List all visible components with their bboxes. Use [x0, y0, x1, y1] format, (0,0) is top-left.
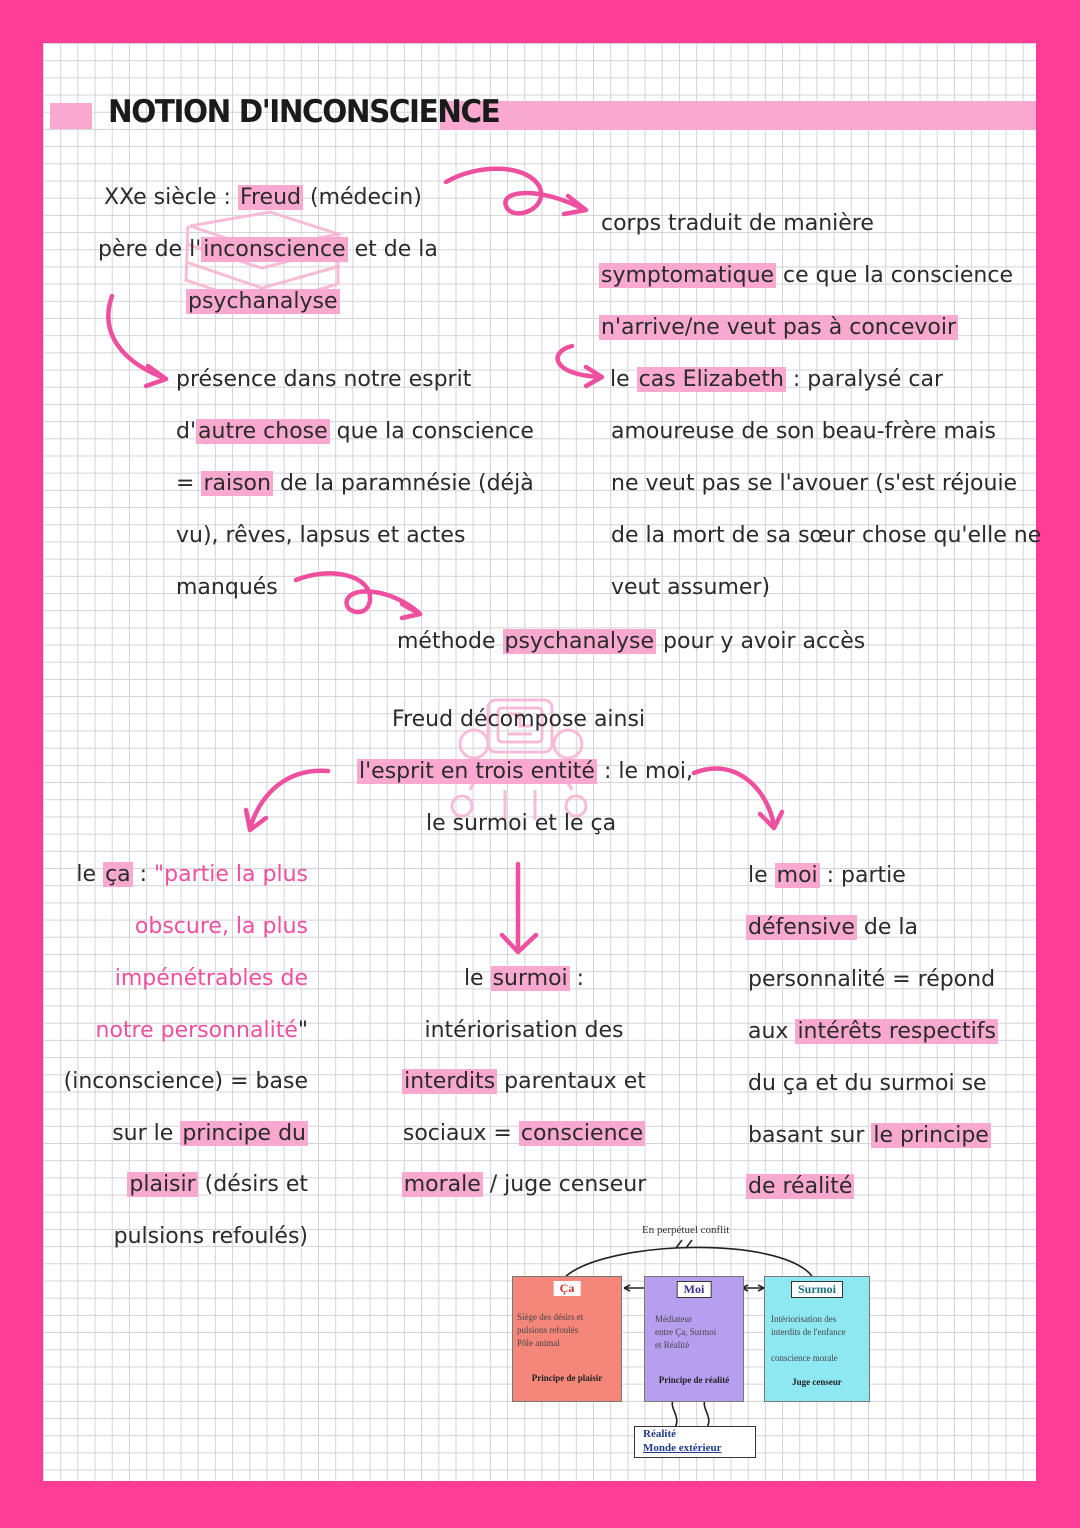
diagram-moi-title: Moi — [677, 1281, 712, 1298]
intro-line-2: père de l'inconscience et de la — [98, 237, 438, 262]
surmoi-line-4: sociaux = conscience — [402, 1121, 644, 1146]
moi-line-2: défensive de la — [748, 915, 918, 940]
surmoi-line-5: morale / juge censeur — [403, 1172, 647, 1197]
moi-line-1: le moi : partie — [748, 863, 906, 888]
diagram-ca-box: Ça Siège des désirs et pulsions refoulés Pôle animal Principe de plaisir — [512, 1276, 622, 1402]
presence-line-1: présence dans notre esprit — [176, 367, 472, 392]
ca-line-2: obscure, la plus — [134, 914, 308, 939]
moi-line-6: basant sur le principe — [748, 1123, 989, 1148]
elizabeth-line-4: de la mort de sa sœur chose qu'elle ne — [611, 523, 1042, 548]
ca-line-1: le ça : "partie la plus — [76, 862, 308, 887]
corps-line-3: n'arrive/ne veut pas à concevoir — [601, 315, 956, 340]
decompose-line-2: l'esprit en trois entité : le moi, — [359, 759, 694, 784]
elizabeth-line-2: amoureuse de son beau-frère mais — [611, 419, 996, 444]
elizabeth-line-3: ne veut pas se l'avouer (s'est réjouie — [611, 471, 1018, 496]
freud-highlight: Freud — [239, 185, 301, 210]
inconscience-highlight: inconscience — [203, 237, 346, 262]
moi-line-7: de réalité — [748, 1174, 853, 1199]
diagram-surmoi-title: Surmoi — [791, 1281, 843, 1298]
presence-line-3: = raison de la paramnésie (déjà — [176, 471, 534, 496]
elizabeth-line-5: veut assumer) — [611, 575, 771, 600]
corps-line-1: corps traduit de manière — [601, 211, 874, 236]
diagram-surmoi-box: Surmoi Intériorisation des interdits de l'enfance conscience morale Juge censeur — [764, 1276, 870, 1402]
corps-line-2: symptomatique ce que la conscience — [601, 263, 1013, 288]
decompose-line-1: Freud décompose ainsi — [392, 707, 646, 732]
decompose-line-3: le surmoi et le ça — [426, 811, 617, 836]
intro-line-1: XXe siècle : Freud (médecin) — [104, 185, 422, 210]
ca-line-7: plaisir (désirs et — [129, 1172, 308, 1197]
diagram-realite-box: Réalité Monde extérieur — [634, 1426, 756, 1458]
ca-line-3: impénétrables de — [114, 966, 308, 991]
methode-line: méthode psychanalyse pour y avoir accès — [397, 629, 866, 654]
surmoi-line-1: le surmoi : — [463, 966, 585, 991]
psychanalyse-highlight: psychanalyse — [188, 289, 338, 314]
surmoi-line-2: intériorisation des — [424, 1018, 624, 1043]
presence-line-4: vu), rêves, lapsus et actes — [176, 523, 466, 548]
diagram-moi-box: Moi Médiateur entre Ça, Surmoi et Réalité Principe de réalité — [644, 1276, 744, 1402]
ca-line-8: pulsions refoulés) — [113, 1224, 308, 1249]
ca-line-6: sur le principe du — [112, 1121, 306, 1146]
presence-line-5: manqués — [176, 575, 278, 600]
presence-line-2: d'autre chose que la conscience — [176, 419, 534, 444]
conflict-label: En perpétuel conflit — [642, 1224, 730, 1236]
ca-line-5: (inconscience) = base — [63, 1069, 308, 1094]
diagram-ca-title: Ça — [554, 1281, 581, 1296]
elizabeth-line-1: le cas Elizabeth : paralysé car — [610, 367, 944, 392]
surmoi-line-3: interdits parentaux et — [404, 1069, 646, 1094]
page-title: NOTION D'INCONSCIENCE — [108, 94, 500, 130]
moi-line-3: personnalité = répond — [748, 967, 996, 992]
moi-line-4: aux intérêts respectifs — [748, 1019, 996, 1044]
ca-line-4: notre personnalité" — [95, 1018, 308, 1043]
moi-line-5: du ça et du surmoi se — [748, 1071, 987, 1096]
